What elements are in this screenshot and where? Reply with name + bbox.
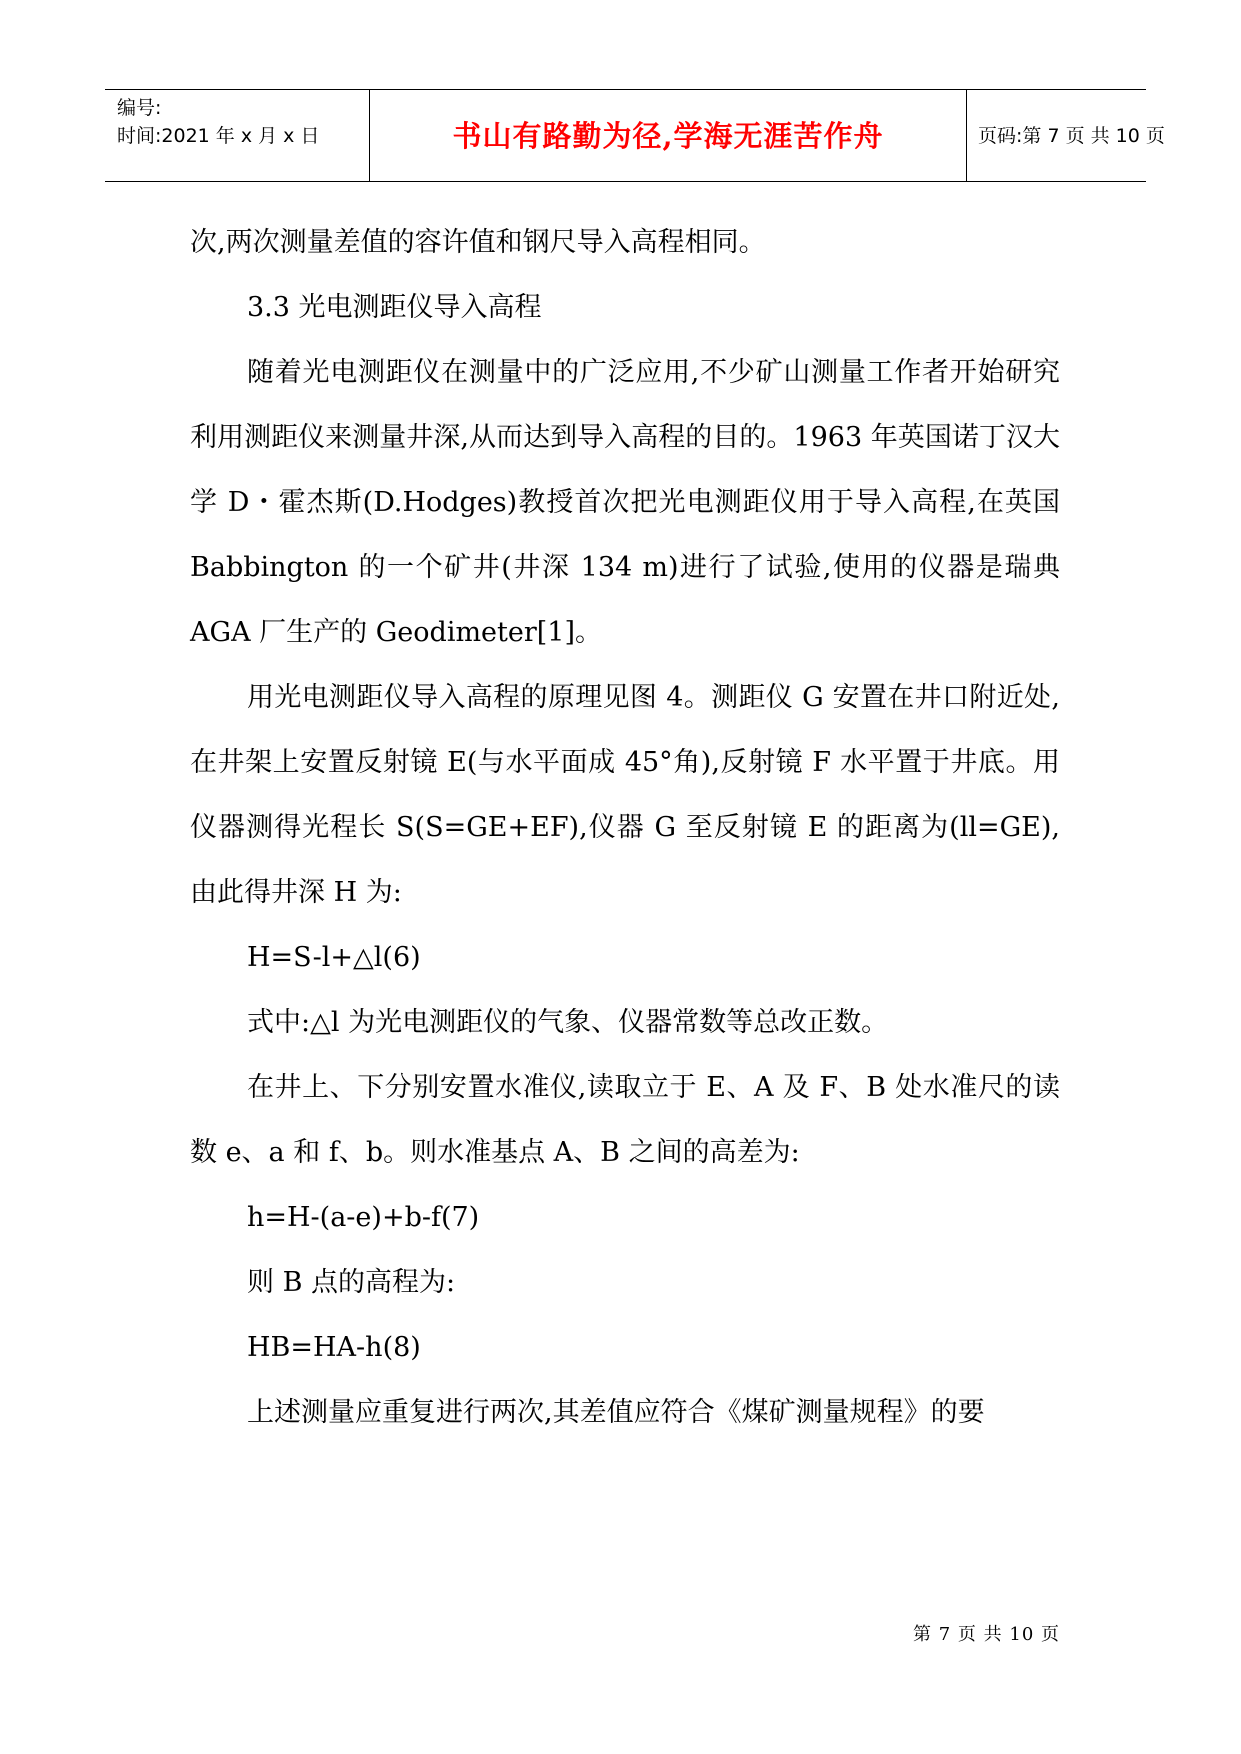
document-number-label: 编号:	[117, 97, 162, 119]
body-paragraph: 随着光电测距仪在测量中的广泛应用,不少矿山测量工作者开始研究利用测距仪来测量井深,从而达到导入高程的目的。1963 年英国诺丁汉大学 D・霍杰斯(D.Hodges)教授首次把光电测距仪用于导入高程,在英国 Babbington 的一个矿井(井深 134 m)进行了试验,使用的仪器是瑞典 AGA 厂生产的 Geodimeter[1]。	[190, 357, 1060, 648]
body-paragraph: 式中:△l 为光电测距仪的气象、仪器常数等总改正数。	[247, 1007, 889, 1038]
formula: h=H-(a-e)+b-f(7)	[247, 1202, 480, 1233]
page-header	[105, 89, 1165, 182]
page-footer-number: 第 7 页 共 10 页	[913, 1624, 1060, 1645]
formula: H=S-l+△l(6)	[247, 942, 421, 973]
header-page-label: 页码:第 7 页 共 10 页	[978, 125, 1165, 147]
body-paragraph: 在井上、下分别安置水准仪,读取立于 E、A 及 F、B 处水准尺的读数 e、a 和 f、b。则水准基点 A、B 之间的高差为:	[190, 1072, 1060, 1168]
body-paragraph: 上述测量应重复进行两次,其差值应符合《煤矿测量规程》的要	[247, 1397, 985, 1428]
body-paragraph: 用光电测距仪导入高程的原理见图 4。测距仪 G 安置在井口附近处,在井架上安置反射镜 E(与水平面成 45°角),反射镜 F 水平置于井底。用仪器测得光程长 S(S=GE+EF),仪器 G 至反射镜 E 的距离为(ll=GE),由此得井深 H 为:	[190, 682, 1060, 908]
document-date-label: 时间:2021 年 x 月 x 日	[117, 125, 320, 147]
header-meta	[105, 90, 370, 181]
body-paragraph: 次,两次测量差值的容许值和钢尺导入高程相同。	[190, 227, 766, 258]
section-heading: 3.3 光电测距仪导入高程	[247, 292, 542, 323]
body-paragraph: 则 B 点的高程为:	[247, 1267, 456, 1298]
document-body	[190, 210, 1060, 1445]
header-motto: 书山有路勤为径,学海无涯苦作舟	[370, 90, 967, 181]
formula: HB=HA-h(8)	[247, 1332, 421, 1363]
